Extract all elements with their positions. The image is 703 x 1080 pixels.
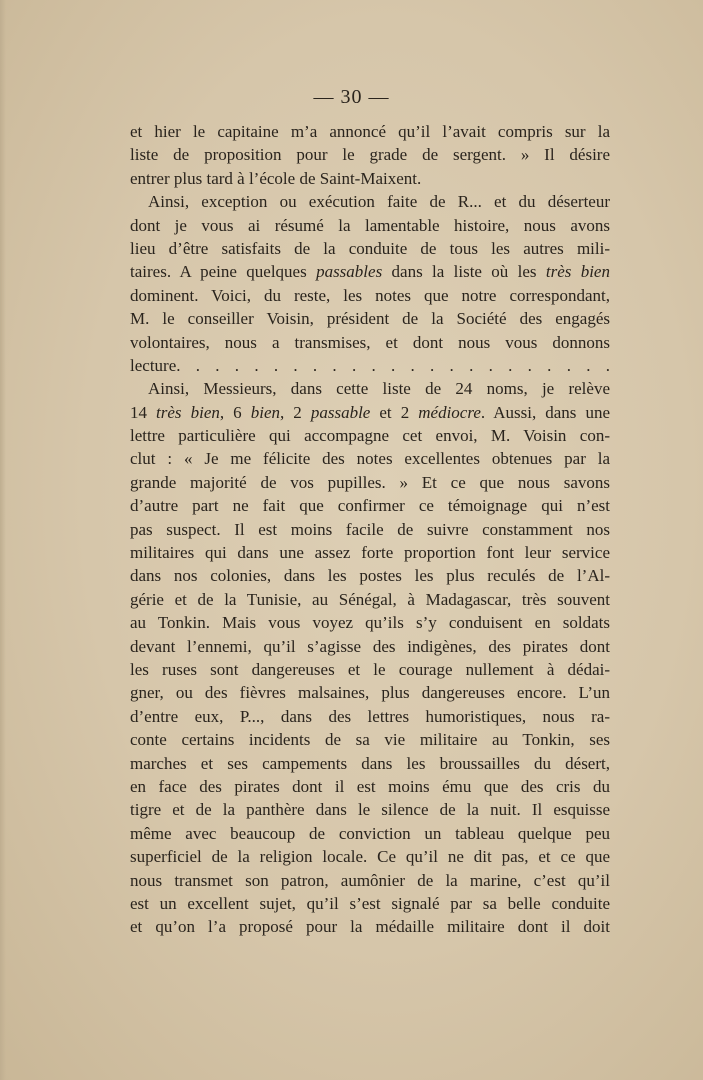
- text-line: devant l’ennemi, qu’il s’agisse des indigènes, des pirates dont: [130, 636, 610, 656]
- text-line: d’autre part ne fait que confirmer ce témoignage qui n’est: [130, 496, 610, 516]
- text-line: lieu d’être satisfaits de la conduite de tous les autres mili-: [130, 238, 610, 258]
- italic-text: bien: [250, 402, 280, 422]
- text-line: dominent. Voici, du reste, les notes que notre correspondant,: [130, 285, 610, 305]
- text-line: entrer plus tard à l’école de Saint-Maixent.: [130, 168, 422, 188]
- italic-text: passables: [316, 262, 383, 282]
- text-line: en face des pirates dont il est moins ému que des cris du: [130, 776, 610, 796]
- text-line: d’entre eux, P..., dans des lettres humoristiques, nous ra-: [130, 706, 610, 726]
- text-line: tigre et de la panthère dans le silence de la nuit. Il esquisse: [130, 800, 610, 820]
- text-line: dont je vous ai résumé la lamentable histoire, nous avons: [130, 215, 610, 235]
- text-line: conte certains incidents de sa vie militaire au Tonkin, ses: [130, 730, 610, 750]
- text-line: dans nos colonies, dans les postes les plus reculés de l’Al-: [130, 566, 610, 586]
- text-line: et qu’on l’a proposé pour la médaille militaire dont il doit: [130, 917, 610, 937]
- italic-text: passable: [310, 402, 371, 422]
- text-line: nous transmet son patron, aumônier de la marine, c’est qu’il: [130, 870, 610, 890]
- text-line: lecture. . . . . . . . . . . . . . . . . . . . . . .: [130, 355, 610, 375]
- text-span: 14: [130, 402, 157, 422]
- text-line: lettre particulière qui accompagne cet envoi, M. Voisin con-: [130, 426, 610, 446]
- text-line: grande majorité de vos pupilles. » Et ce que nous savons: [130, 472, 610, 492]
- italic-text: médiocre: [418, 402, 481, 422]
- text-span: dans la liste où les: [382, 262, 546, 282]
- text-span: , 6: [219, 402, 251, 422]
- text-span: , 2: [280, 402, 311, 422]
- text-line: au Tonkin. Mais vous voyez qu’ils s’y conduisent en soldats: [130, 613, 610, 633]
- text-span: taires. A peine quelques: [130, 262, 317, 282]
- italic-text: très bien: [545, 262, 610, 282]
- page-edge-shadow: [0, 0, 6, 1080]
- text-line: [130, 260, 610, 283]
- text-line: [130, 401, 610, 424]
- text-line: volontaires, nous a transmises, et dont nous vous donnons: [130, 332, 610, 352]
- text-line: Ainsi, Messieurs, dans cette liste de 24 noms, je relève: [148, 379, 610, 399]
- text-span: et 2: [370, 402, 419, 422]
- text-line: superficiel de la religion locale. Ce qu’il ne dit pas, et ce que: [130, 847, 610, 867]
- text-line: marches et ses campements dans les broussailles du désert,: [130, 753, 610, 773]
- text-line: Ainsi, exception ou exécution faite de R... et du déserteur: [148, 192, 610, 212]
- text-line: est un excellent sujet, qu’il s’est signalé par sa belle conduite: [130, 893, 610, 913]
- body-text: [130, 120, 610, 939]
- text-line: gner, ou des fièvres malsaines, plus dangereuses encore. L’un: [130, 683, 610, 703]
- text-line: M. le conseiller Voisin, président de la Société des engagés: [130, 309, 610, 329]
- text-line: clut : « Je me félicite des notes excellentes obtenues par la: [130, 449, 610, 469]
- text-span: . Aussi, dans une: [480, 402, 611, 422]
- text-line: les ruses sont dangereuses et le courage nullement à dédai-: [130, 659, 610, 679]
- page-number: — 30 —: [313, 86, 390, 108]
- italic-text: très bien: [156, 402, 220, 422]
- text-line: pas suspect. Il est moins facile de suivre constamment nos: [130, 519, 610, 539]
- text-line: même avec beaucoup de conviction un tableau quelque peu: [130, 823, 610, 843]
- text-line: et hier le capitaine m’a annoncé qu’il l’avait compris sur la: [130, 122, 610, 141]
- text-line: militaires qui dans une assez forte proportion font leur service: [130, 543, 610, 563]
- text-line: gérie et de la Tunisie, au Sénégal, à Madagascar, très souvent: [130, 589, 610, 609]
- text-line: liste de proposition pour le grade de sergent. » Il désire: [130, 145, 610, 165]
